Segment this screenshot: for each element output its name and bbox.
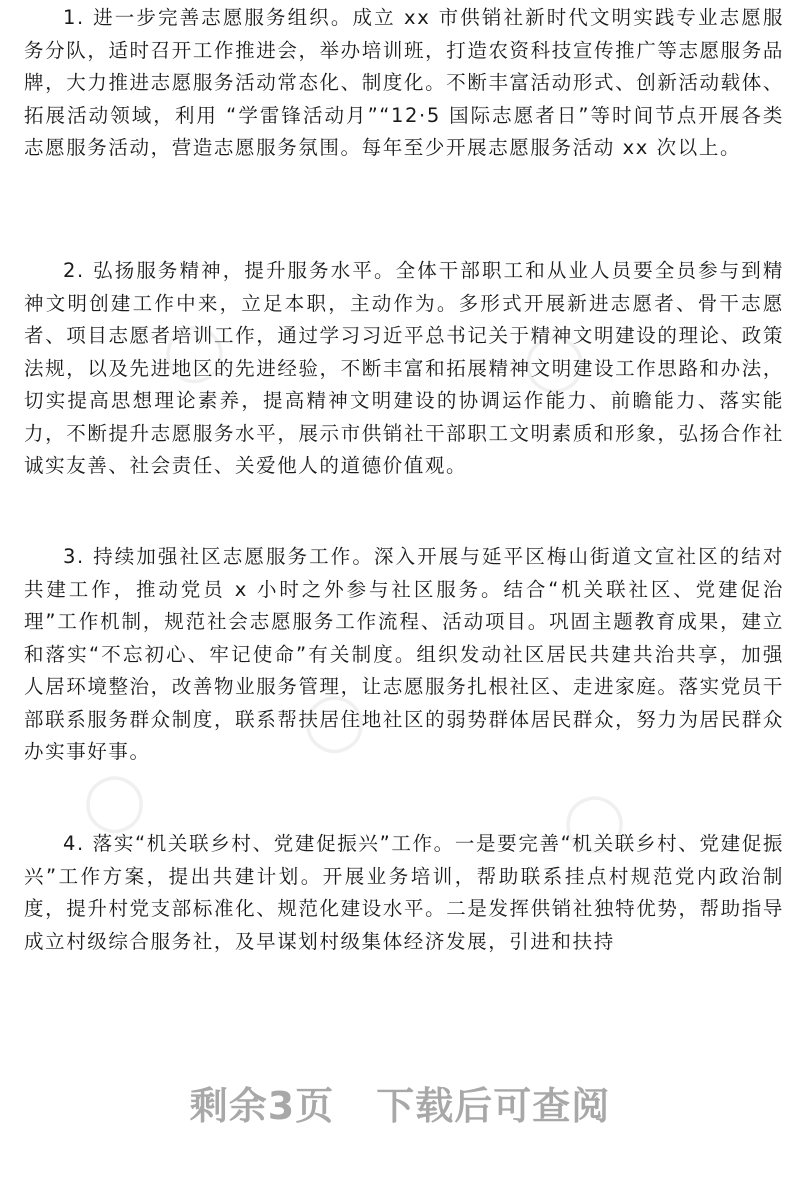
watermark: ◯ bbox=[66, 758, 156, 847]
download-to-view-text: 下载后可查阅 bbox=[376, 1084, 611, 1128]
watermark: ◯ bbox=[146, 308, 236, 397]
download-prompt-banner[interactable] bbox=[0, 1075, 800, 1130]
paragraph-3: 3. 持续加强社区志愿服务工作。深入开展与延平区梅山街道文宣社区的结对共建工作，推动党员 x 小时之外参与社区服务。结合“机关联社区、党建促治理”工作机制，规范社会志愿服务工作流程、活动项目。巩固主题教育成果，建立和落实“不忘初心、牢记使命”有关制度。组织发动社区居民共建共治共享，加强人居环境整治，改善物业服务管理，让志愿服务扎根社区、走进家庭。落实党员干部联系服务群众制度，联系帮扶居住地社区的弱势群体居民群众，努力为居民群众办实事好事。 bbox=[24, 545, 784, 763]
watermark: ◯ bbox=[546, 778, 636, 867]
paragraph-2: 2. 弘扬服务精神，提升服务水平。全体干部职工和从业人员要全员参与到精神文明创建工作中来，立足本职，主动作为。多形式开展新进志愿者、骨干志愿者、项目志愿者培训工作，通过学习习近平总书记关于精神文明建设的理论、政策法规，以及先进地区的先进经验，不断丰富和拓展精神文明建设工作思路和办法，切实提高思想理论素养，提高精神文明建设的协调运作能力、前瞻能力、落实能力，不断提升志愿服务水平，展示市供销社干部职工文明素质和形象，弘扬合作社诚实友善、社会责任、关爱他人的道德价值观。 bbox=[24, 259, 784, 477]
remaining-pages-text: 剩余3页 bbox=[189, 1084, 335, 1128]
paragraph-4: 4. 落实“机关联乡村、党建促振兴”工作。一是要完善“机关联乡村、党建促振兴”工作方案，提出共建计划。开展业务培训，帮助联系挂点村规范党内政治制度，提升村党支部标准化、规范化建设水平。二是发挥供销社独特优势，帮助指导成立村级综合服务社，及早谋划村级集体经济发展，引进和扶持 bbox=[24, 832, 784, 953]
watermark: ◯ bbox=[286, 678, 376, 767]
watermark: ◯ bbox=[506, 318, 596, 407]
paragraph-1: 1. 进一步完善志愿服务组织。成立 xx 市供销社新时代文明实践专业志愿服务分队，适时召开工作推进会，举办培训班，打造农资科技宣传推广等志愿服务品牌，大力推进志愿服务活动常态化、制度化。不断丰富活动形式、创新活动载体、拓展活动领域，利用 “学雷锋活动月”“12·5 国际志愿者日”等时间节点开展各类志愿服务活动，营造志愿服务氛围。每年至少开展志愿服务活动 xx 次以上。 bbox=[24, 6, 784, 159]
